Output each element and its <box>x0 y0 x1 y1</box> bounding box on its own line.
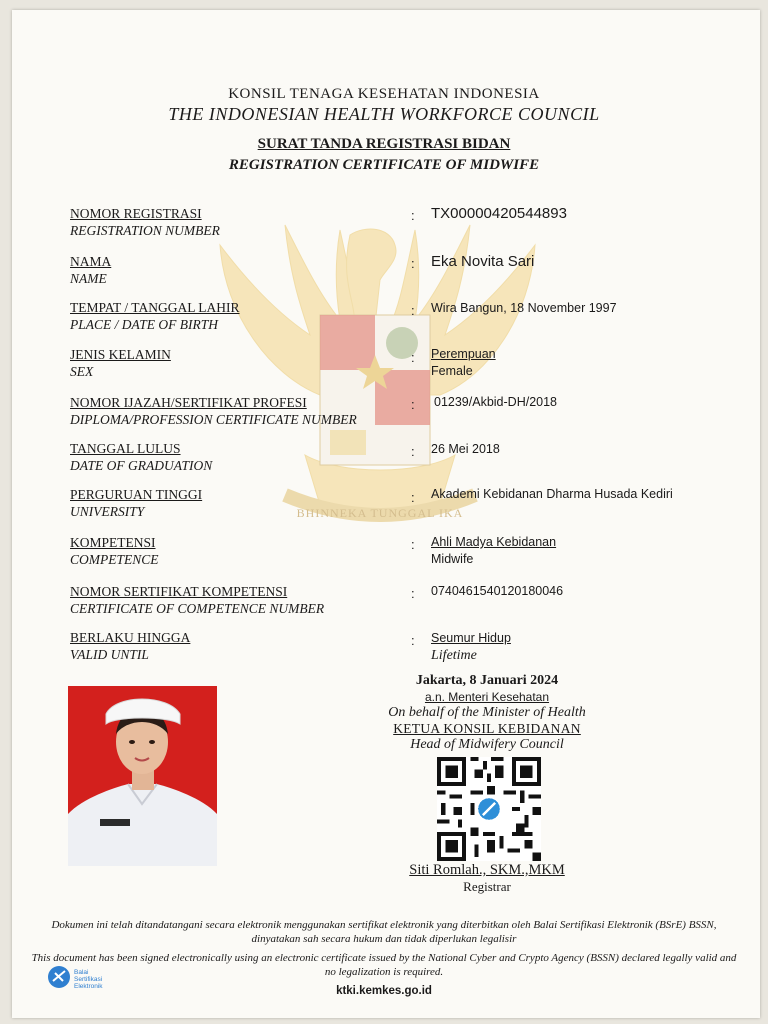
place-date: Jakarta, 8 Januari 2024 <box>415 673 559 688</box>
signatory-name: Siti Romlah., SKM.,MKM <box>409 862 565 878</box>
valid-until-label: BERLAKU HINGGA VALID UNTIL <box>70 630 191 662</box>
svg-text:Balai: Balai <box>74 969 89 976</box>
website-link[interactable]: ktki.kemkes.go.id <box>336 985 432 997</box>
birth-label: TEMPAT / TANGGAL LAHIR PLACE / DATE OF BIRTH <box>70 300 240 332</box>
university-label: PERGURUAN TINGGI UNIVERSITY <box>70 487 203 519</box>
registration-number-label: NOMOR REGISTRASI REGISTRATION NUMBER <box>70 206 220 238</box>
position-en: Head of Midwifery Council <box>410 737 564 752</box>
position-id: KETUA KONSIL KEBIDANAN <box>393 721 581 736</box>
motto-text: BHINNEKA TUNGGAL IKA <box>296 506 464 520</box>
on-behalf-id: a.n. Menteri Kesehatan <box>424 690 550 704</box>
competence-label: KOMPETENSI COMPETENCE <box>70 535 159 567</box>
name-label: NAMA NAME <box>70 254 112 286</box>
competence-cert-label: NOMOR SERTIFIKAT KOMPETENSI CERTIFICATE OF COMPETENCE NUMBER <box>70 584 325 616</box>
competence-value: Ahli Madya Kebidanan Midwife <box>431 535 557 566</box>
signatory-role: Registrar <box>463 879 511 894</box>
competence-cert-value: 0740461540120180046 <box>431 584 564 598</box>
svg-text:Sertifikasi: Sertifikasi <box>74 976 103 983</box>
electronic-signature-note-en: This document has been signed electronically using an electronic certificate issued by the National Cyber and Crypto Agency (BSSN) declared legally valid and no legalization is required. <box>31 952 737 978</box>
sex-value: Perempuan Female <box>431 347 496 378</box>
electronic-signature-note-id: Dokumen ini telah ditandatangani secara elektronik menggunakan sertifikat elektronik yang diterbitkan oleh Balai Sertifikasi Elektronik (BSrE) BSSN, dinyatakan sah secara hukum dan tidak diperlukan legalisir <box>51 919 717 945</box>
certificate-title-en: REGISTRATION CERTIFICATE OF MIDWIFE <box>228 157 540 173</box>
on-behalf-en: On behalf of the Minister of Health <box>388 705 586 720</box>
certificate-title-id: SURAT TANDA REGISTRASI BIDAN <box>257 136 511 152</box>
diploma-number-label: NOMOR IJAZAH/SERTIFIKAT PROFESI DIPLOMA/PROFESSION CERTIFICATE NUMBER <box>70 395 357 427</box>
qr-code <box>437 757 541 861</box>
sex-label: JENIS KELAMIN SEX <box>70 347 171 379</box>
diploma-number-value: 01239/Akbid-DH/2018 <box>434 395 557 409</box>
holder-photo <box>68 686 217 866</box>
registration-number-value: TX00000420544893 <box>431 205 567 222</box>
svg-text:Elektronik: Elektronik <box>74 983 103 990</box>
name-value: Eka Novita Sari <box>431 253 535 270</box>
graduation-date-label: TANGGAL LULUS DATE OF GRADUATION <box>70 441 213 473</box>
birth-value: Wira Bangun, 18 November 1997 <box>431 301 617 315</box>
graduation-date-value: 26 Mei 2018 <box>431 442 500 456</box>
council-name-id: KONSIL TENAGA KESEHATAN INDONESIA <box>228 86 540 102</box>
valid-until-value: Seumur Hidup Lifetime <box>431 631 511 663</box>
university-value: Akademi Kebidanan Dharma Husada Kediri <box>431 487 673 501</box>
council-name-en: THE INDONESIAN HEALTH WORKFORCE COUNCIL <box>168 104 600 124</box>
